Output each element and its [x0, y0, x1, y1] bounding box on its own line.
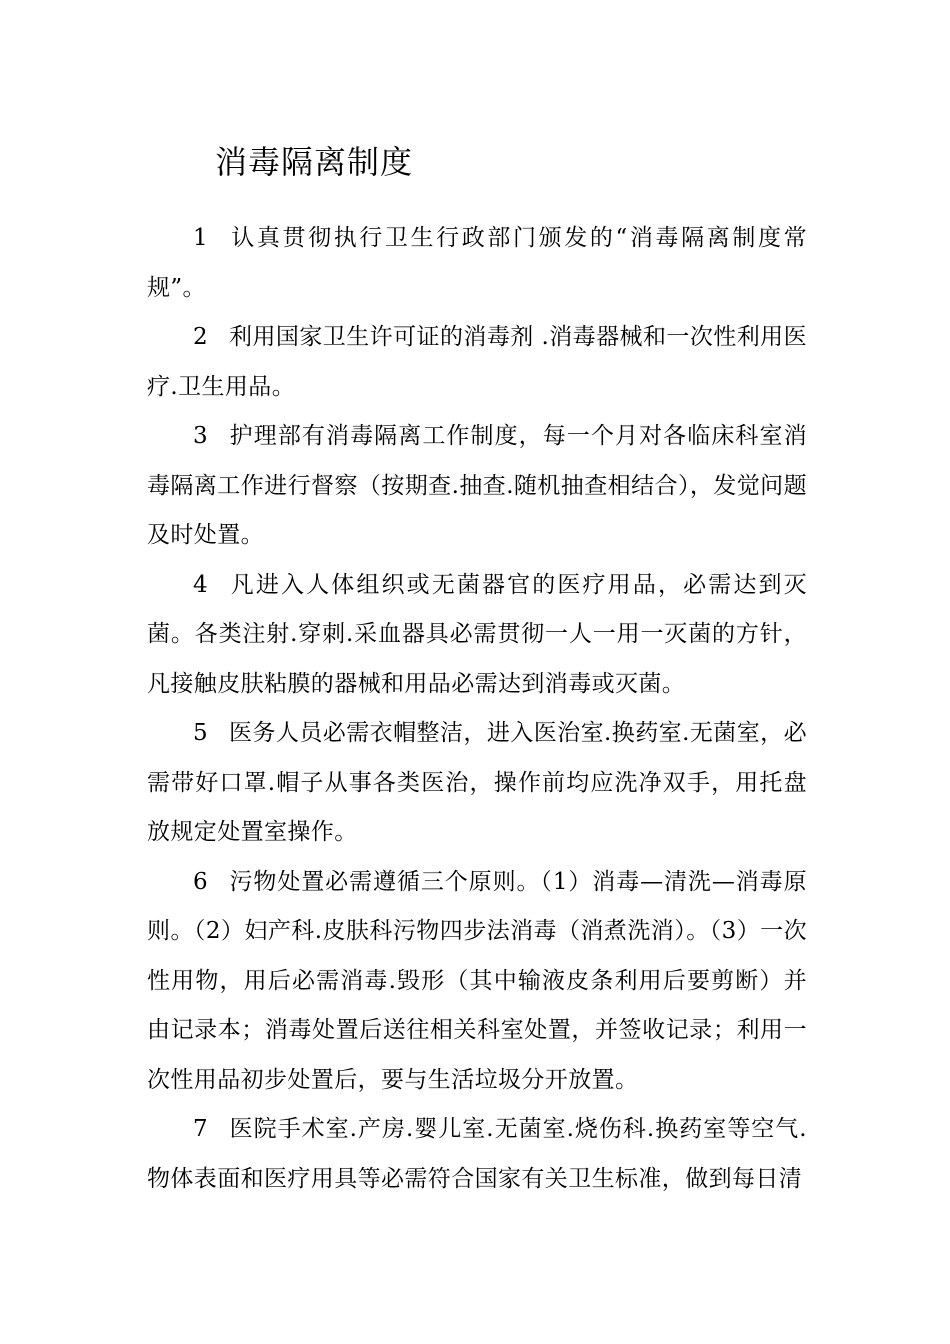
- paragraph-number: 2: [193, 324, 209, 350]
- paragraph-number: 4: [193, 571, 209, 598]
- paragraph-text: 护理部有消毒隔离工作制度，每一个月对各临床科室消毒隔离工作进行督察（按期查.抽查.随机抽查相结合），发觉问题及时处置。: [147, 423, 807, 548]
- paragraph-number: 5: [193, 720, 209, 746]
- paragraph-text: 利用国家卫生许可证的消毒剂 .消毒器械和一次性利用医疗.卫生用品。: [147, 324, 807, 400]
- paragraph-text: 医务人员必需衣帽整洁，进入医治室.换药室.无菌室，必需带好口罩.帽子从事各类医治，操作前均应洗净双手，用托盘放规定处置室操作。: [147, 720, 807, 845]
- paragraph-number: 3: [193, 423, 209, 449]
- paragraph-text: 认真贯彻执行卫生行政部门颁发的“消毒隔离制度常规”。: [147, 225, 807, 301]
- paragraph-2: [147, 313, 807, 412]
- paragraph-1: [147, 214, 807, 313]
- paragraph-number: 1: [193, 225, 209, 251]
- paragraph-3: [147, 412, 807, 561]
- paragraph-6: [147, 858, 807, 1106]
- document-body: [147, 214, 807, 1204]
- paragraph-7: [147, 1105, 807, 1204]
- paragraph-text: 污物处置必需遵循三个原则。（1）消毒—清洗—消毒原则。（2）妇产科.皮肤科污物四步法消毒（消煮洗消）。（3）一次性用物，用后必需消毒.毁形（其中输液皮条利用后要剪断）并由记录本；消毒处置后送往相关科室处置，并签收记录；利用一次性用品初步处置后，要与生活垃圾分开放置。: [147, 868, 807, 1093]
- document-title: 消毒隔离制度: [215, 143, 414, 181]
- paragraph-number: 6: [193, 868, 209, 895]
- paragraph-number: 7: [193, 1116, 209, 1142]
- paragraph-text: 凡进入人体组织或无菌器官的医疗用品，必需达到灭菌。各类注射.穿刺.采血器具必需贯彻一人一用一灭菌的方针，凡接触皮肤粘膜的器械和用品必需达到消毒或灭菌。: [147, 571, 807, 697]
- paragraph-4: [147, 561, 807, 710]
- paragraph-5: [147, 709, 807, 858]
- paragraph-text: 医院手术室.产房.婴儿室.无菌室.烧伤科.换药室等空气.物体表面和医疗用具等必需符合国家有关卫生标准，做到每日清: [147, 1116, 807, 1192]
